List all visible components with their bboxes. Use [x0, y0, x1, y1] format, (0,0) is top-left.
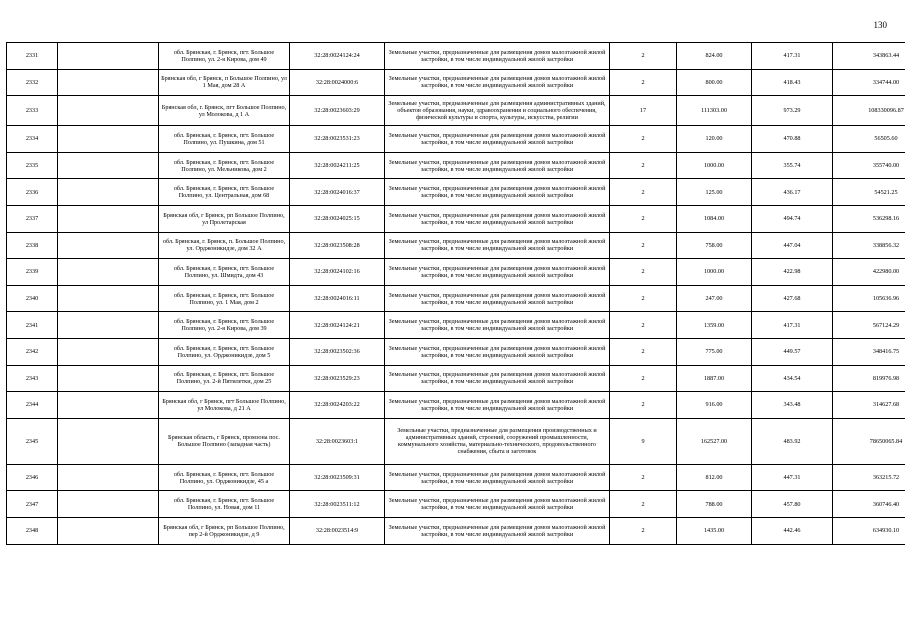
row-number-cell: 2343 [7, 365, 58, 392]
row-number-cell: 2338 [7, 232, 58, 259]
land-purpose-cell: Земельные участки, предназначенные для размещения домов малоэтажной жилой застройки, в том числе индивидуальной жилой застройки [385, 517, 610, 544]
area-cell: 1887.00 [677, 365, 752, 392]
land-purpose-cell: Земельные участки, предназначенные для размещения административных зданий, объектов образования, науки, здравоохранения и социального обеспечения, физической культуры и спорта, культуры, искусства, религии [385, 96, 610, 126]
area-cell: 1084.00 [677, 205, 752, 232]
table-row [7, 152, 905, 179]
table-body [7, 43, 905, 545]
cadastral-value-cell: 536298.16 [833, 205, 905, 232]
area-cell: 162527.00 [677, 418, 752, 464]
address-cell: обл. Брянская, г. Брянск, п. Большое Полпино, ул. Орджоникидзе, дом 32 А [159, 232, 290, 259]
empty-cell [58, 392, 159, 419]
specific-value-cell: 355.74 [752, 152, 833, 179]
area-cell: 812.00 [677, 464, 752, 491]
land-purpose-cell: Земельные участки, предназначенные для размещения домов малоэтажной жилой застройки, в том числе индивидуальной жилой застройки [385, 232, 610, 259]
cadastral-value-cell: 343863.44 [833, 43, 905, 70]
row-number-cell: 2348 [7, 517, 58, 544]
row-number-cell: 2342 [7, 338, 58, 365]
land-purpose-cell: Земельные участки, предназначенные для размещения домов малоэтажной жилой застройки, в том числе индивидуальной жилой застройки [385, 365, 610, 392]
address-cell: обл. Брянская, г. Брянск, пгт. Большое Полпино, ул. Пушкина, дом 51 [159, 126, 290, 153]
group-cell: 2 [610, 338, 677, 365]
area-cell: 1000.00 [677, 259, 752, 286]
row-number-cell: 2336 [7, 179, 58, 206]
table-row [7, 491, 905, 518]
land-purpose-cell: Земельные участки, предназначенные для размещения домов малоэтажной жилой застройки, в том числе индивидуальной жилой застройки [385, 491, 610, 518]
group-cell: 2 [610, 43, 677, 70]
cadastral-number-cell: 32:28:0023509:31 [290, 464, 385, 491]
table-row [7, 205, 905, 232]
land-purpose-cell: Земельные участки, предназначенные для размещения домов малоэтажной жилой застройки, в том числе индивидуальной жилой застройки [385, 43, 610, 70]
table-row [7, 232, 905, 259]
table-row [7, 365, 905, 392]
table-row [7, 69, 905, 96]
specific-value-cell: 427.68 [752, 285, 833, 312]
cadastral-number-cell: 32:28:0024016:11 [290, 285, 385, 312]
land-purpose-cell: Земельные участки, предназначенные для размещения домов малоэтажной жилой застройки, в том числе индивидуальной жилой застройки [385, 338, 610, 365]
table-row [7, 285, 905, 312]
empty-cell [58, 96, 159, 126]
cadastral-number-cell: 32:28:0023531:23 [290, 126, 385, 153]
area-cell: 788.00 [677, 491, 752, 518]
area-cell: 1435.00 [677, 517, 752, 544]
specific-value-cell: 457.80 [752, 491, 833, 518]
address-cell: Брянская обл, г Брянск, п Большое Полпино, ул 1 Мая, дом 28 А [159, 69, 290, 96]
specific-value-cell: 470.88 [752, 126, 833, 153]
group-cell: 2 [610, 285, 677, 312]
empty-cell [58, 259, 159, 286]
specific-value-cell: 442.46 [752, 517, 833, 544]
area-cell: 247.00 [677, 285, 752, 312]
empty-cell [58, 179, 159, 206]
cadastral-value-cell: 78650065.84 [833, 418, 905, 464]
group-cell: 2 [610, 232, 677, 259]
cadastral-number-cell: 32:28:0024102:16 [290, 259, 385, 286]
empty-cell [58, 517, 159, 544]
empty-cell [58, 418, 159, 464]
empty-cell [58, 205, 159, 232]
specific-value-cell: 449.57 [752, 338, 833, 365]
row-number-cell: 2339 [7, 259, 58, 286]
cadastral-value-cell: 360746.40 [833, 491, 905, 518]
area-cell: 800.00 [677, 69, 752, 96]
cadastral-value-cell: 819976.98 [833, 365, 905, 392]
cadastral-value-cell: 363215.72 [833, 464, 905, 491]
address-cell: обл. Брянская, г. Брянск, пгт. Большое Полпино, ул. Центральная, дом 68 [159, 179, 290, 206]
group-cell: 2 [610, 259, 677, 286]
cadastral-number-cell: 32:28:0023508:28 [290, 232, 385, 259]
row-number-cell: 2341 [7, 312, 58, 339]
specific-value-cell: 417.31 [752, 43, 833, 70]
cadastral-number-cell: 32:28:0024124:24 [290, 43, 385, 70]
specific-value-cell: 417.31 [752, 312, 833, 339]
cadastral-value-cell: 355740.00 [833, 152, 905, 179]
area-cell: 125.00 [677, 179, 752, 206]
group-cell: 17 [610, 96, 677, 126]
empty-cell [58, 126, 159, 153]
land-purpose-cell: Земельные участки, предназначенные для размещения домов малоэтажной жилой застройки, в том числе индивидуальной жилой застройки [385, 285, 610, 312]
area-cell: 1000.00 [677, 152, 752, 179]
page-number: 130 [873, 20, 887, 30]
row-number-cell: 2346 [7, 464, 58, 491]
row-number-cell: 2335 [7, 152, 58, 179]
cadastral-number-cell: 32:28:0024211:25 [290, 152, 385, 179]
group-cell: 2 [610, 69, 677, 96]
cadastral-number-cell: 32:28:0024016:37 [290, 179, 385, 206]
table-row [7, 43, 905, 70]
specific-value-cell: 434.54 [752, 365, 833, 392]
land-purpose-cell: Земельные участки, предназначенные для размещения домов малоэтажной жилой застройки, в том числе индивидуальной жилой застройки [385, 179, 610, 206]
land-purpose-cell: Земельные участки, предназначенные для размещения домов малоэтажной жилой застройки, в том числе индивидуальной жилой застройки [385, 312, 610, 339]
empty-cell [58, 69, 159, 96]
cadastral-number-cell: 32:28:0023529:23 [290, 365, 385, 392]
row-number-cell: 2334 [7, 126, 58, 153]
empty-cell [58, 285, 159, 312]
specific-value-cell: 483.92 [752, 418, 833, 464]
table-row [7, 126, 905, 153]
cadastral-number-cell: 32:28:0023603:29 [290, 96, 385, 126]
address-cell: обл. Брянская, г. Брянск, пгт. Большое Полпино, ул. Новая, дом 11 [159, 491, 290, 518]
specific-value-cell: 436.17 [752, 179, 833, 206]
specific-value-cell: 418.43 [752, 69, 833, 96]
empty-cell [58, 338, 159, 365]
address-cell: обл. Брянская, г. Брянск, пгт. Большое Полпино, ул. 2-я Кирова, дом 39 [159, 312, 290, 339]
cadastral-value-cell: 54521.25 [833, 179, 905, 206]
address-cell: обл. Брянская, г. Брянск, пгт. Большое Полпино, ул. 1 Мая, дом 2 [159, 285, 290, 312]
area-cell: 1359.00 [677, 312, 752, 339]
empty-cell [58, 232, 159, 259]
land-purpose-cell: Земельные участки, предназначенные для размещения производственных и административных зданий, строений, сооружений промышленности, коммунального хозяйства, материально-технического, продовольственного снабжения, сбыта и заготовок [385, 418, 610, 464]
address-cell: обл. Брянская, г. Брянск, пгт. Большое Полпино, ул. 2-я Кирова, дом 49 [159, 43, 290, 70]
land-purpose-cell: Земельные участки, предназначенные для размещения домов малоэтажной жилой застройки, в том числе индивидуальной жилой застройки [385, 205, 610, 232]
cadastral-value-cell: 567124.29 [833, 312, 905, 339]
address-cell: Брянская обл, г Брянск, рп Большое Полпино, ул Пролетарская [159, 205, 290, 232]
specific-value-cell: 343.48 [752, 392, 833, 419]
cadastral-number-cell: 32:28:0024124:21 [290, 312, 385, 339]
cadastral-number-cell: 32:28:0023514:9 [290, 517, 385, 544]
group-cell: 2 [610, 152, 677, 179]
empty-cell [58, 43, 159, 70]
land-purpose-cell: Земельные участки, предназначенные для размещения домов малоэтажной жилой застройки, в том числе индивидуальной жилой застройки [385, 152, 610, 179]
specific-value-cell: 447.31 [752, 464, 833, 491]
area-cell: 120.00 [677, 126, 752, 153]
address-cell: обл. Брянская, г. Брянск, пгт. Большое Полпино, ул. 2-й Пятилетки, дом 25 [159, 365, 290, 392]
empty-cell [58, 365, 159, 392]
empty-cell [58, 152, 159, 179]
table-row [7, 418, 905, 464]
table-row [7, 464, 905, 491]
address-cell: обл. Брянская, г. Брянск, пгт. Большое Полпино, ул. Орджоникидзе, 45 а [159, 464, 290, 491]
address-cell: Брянская обл, г Брянск, пгт Большое Полпино, ул Молокова, д 21 А [159, 392, 290, 419]
cadastral-value-cell: 314627.68 [833, 392, 905, 419]
area-cell: 824.00 [677, 43, 752, 70]
area-cell: 111303.00 [677, 96, 752, 126]
row-number-cell: 2337 [7, 205, 58, 232]
address-cell: обл. Брянская, г. Брянск, пгт. Большое Полпино, ул. Мельникова, дом 2 [159, 152, 290, 179]
cadastral-number-cell: 32:28:0023511:12 [290, 491, 385, 518]
empty-cell [58, 491, 159, 518]
address-cell: Брянская область, г Брянск, промзона пос. Большое Полпино (западная часть) [159, 418, 290, 464]
address-cell: обл. Брянская, г. Брянск, пгт. Большое Полпино, ул. Орджоникидзе, дом 5 [159, 338, 290, 365]
group-cell: 2 [610, 392, 677, 419]
area-cell: 758.00 [677, 232, 752, 259]
group-cell: 2 [610, 464, 677, 491]
row-number-cell: 2332 [7, 69, 58, 96]
group-cell: 2 [610, 365, 677, 392]
group-cell: 2 [610, 205, 677, 232]
cadastral-value-cell: 338856.32 [833, 232, 905, 259]
cadastral-value-cell: 105636.96 [833, 285, 905, 312]
cadastral-value-cell: 422980.00 [833, 259, 905, 286]
specific-value-cell: 422.98 [752, 259, 833, 286]
row-number-cell: 2347 [7, 491, 58, 518]
area-cell: 916.00 [677, 392, 752, 419]
address-cell: Брянская обл, г. Брянск, пгт Большое Полпино, ул Молокова, д 1 А [159, 96, 290, 126]
area-cell: 775.00 [677, 338, 752, 365]
table-row [7, 338, 905, 365]
cadastral-number-cell: 32:28:0024203:22 [290, 392, 385, 419]
specific-value-cell: 447.04 [752, 232, 833, 259]
cadastral-number-cell: 32:28:0023502:36 [290, 338, 385, 365]
empty-cell [58, 312, 159, 339]
row-number-cell: 2333 [7, 96, 58, 126]
land-purpose-cell: Земельные участки, предназначенные для размещения домов малоэтажной жилой застройки, в том числе индивидуальной жилой застройки [385, 392, 610, 419]
cadastral-value-table [6, 42, 905, 545]
cadastral-number-cell: 32:28:0024000:6 [290, 69, 385, 96]
land-purpose-cell: Земельные участки, предназначенные для размещения домов малоэтажной жилой застройки, в том числе индивидуальной жилой застройки [385, 69, 610, 96]
address-cell: Брянская обл, г Брянск, рп Большое Полпино, пер 2-й Орджоникидзе, д 9 [159, 517, 290, 544]
group-cell: 2 [610, 491, 677, 518]
cadastral-value-cell: 334744.00 [833, 69, 905, 96]
cadastral-value-cell: 348416.75 [833, 338, 905, 365]
specific-value-cell: 973.29 [752, 96, 833, 126]
cadastral-number-cell: 32:28:0024025:15 [290, 205, 385, 232]
row-number-cell: 2331 [7, 43, 58, 70]
address-cell: обл. Брянская, г. Брянск, пгт. Большое Полпино, ул. Шмидта, дом 43 [159, 259, 290, 286]
table-row [7, 96, 905, 126]
group-cell: 2 [610, 312, 677, 339]
cadastral-value-cell: 108330096.87 [833, 96, 905, 126]
table-row [7, 517, 905, 544]
cadastral-value-cell: 56505.60 [833, 126, 905, 153]
table-row [7, 312, 905, 339]
group-cell: 9 [610, 418, 677, 464]
empty-cell [58, 464, 159, 491]
row-number-cell: 2344 [7, 392, 58, 419]
row-number-cell: 2345 [7, 418, 58, 464]
table-row [7, 259, 905, 286]
land-purpose-cell: Земельные участки, предназначенные для размещения домов малоэтажной жилой застройки, в том числе индивидуальной жилой застройки [385, 464, 610, 491]
group-cell: 2 [610, 126, 677, 153]
land-purpose-cell: Земельные участки, предназначенные для размещения домов малоэтажной жилой застройки, в том числе индивидуальной жилой застройки [385, 259, 610, 286]
land-purpose-cell: Земельные участки, предназначенные для размещения домов малоэтажной жилой застройки, в том числе индивидуальной жилой застройки [385, 126, 610, 153]
table-row [7, 179, 905, 206]
group-cell: 2 [610, 179, 677, 206]
table-row [7, 392, 905, 419]
cadastral-value-cell: 634930.10 [833, 517, 905, 544]
group-cell: 2 [610, 517, 677, 544]
specific-value-cell: 494.74 [752, 205, 833, 232]
cadastral-number-cell: 32:28:0023603:1 [290, 418, 385, 464]
row-number-cell: 2340 [7, 285, 58, 312]
